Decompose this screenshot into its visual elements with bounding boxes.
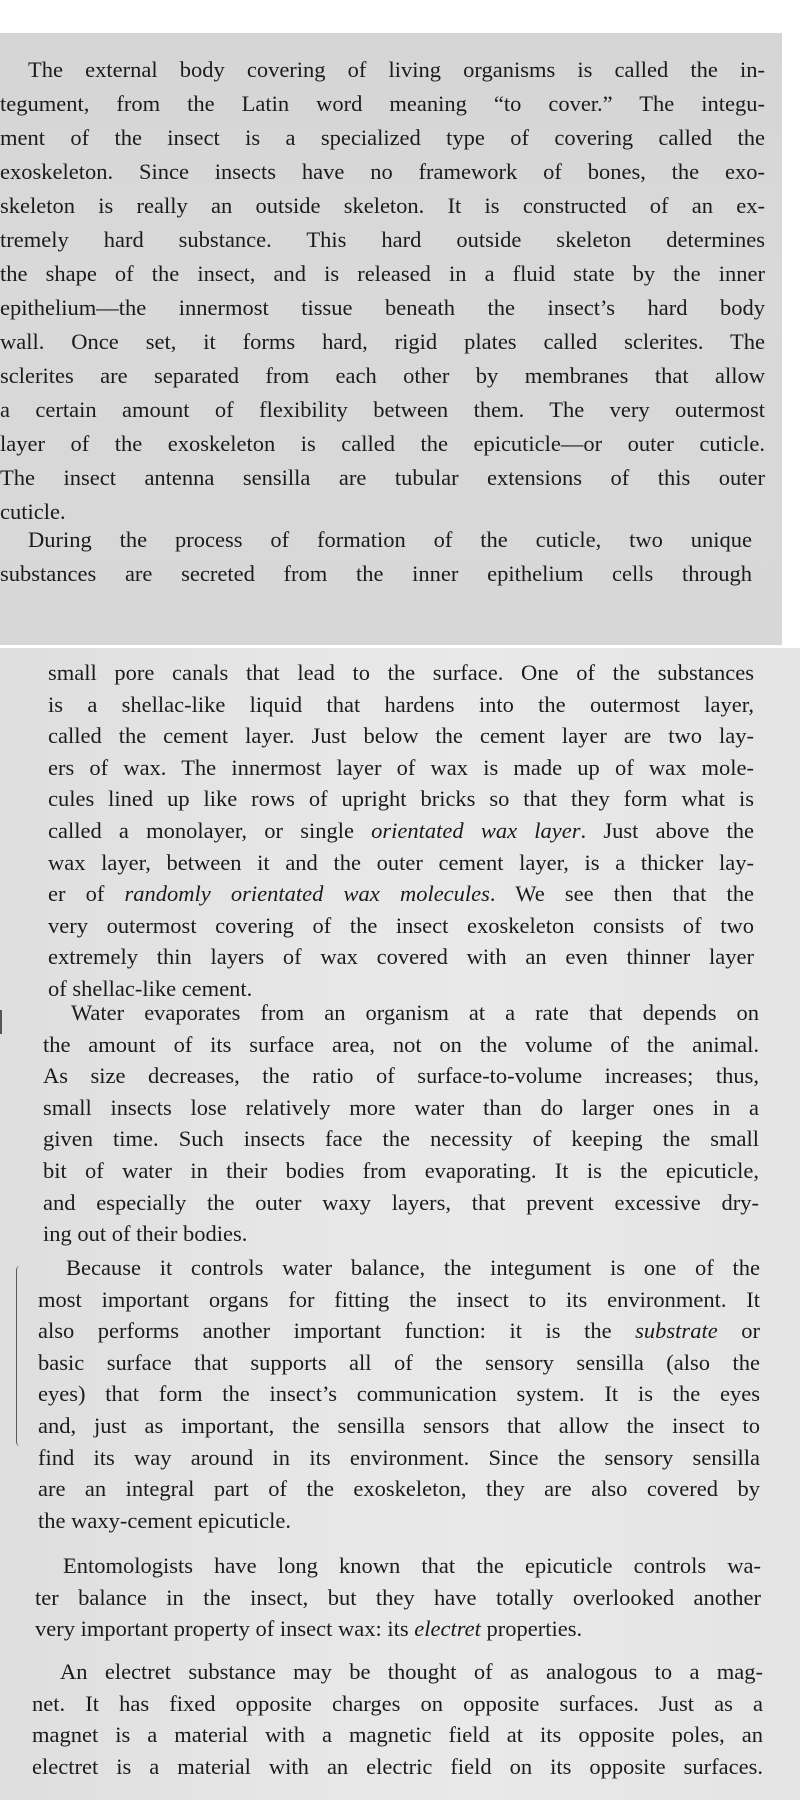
text-line: most important organs for fitting the insect to its environment. It [38, 1286, 760, 1312]
paragraph-cuticle-formation [0, 529, 752, 597]
paragraph-wax-layers [48, 662, 754, 1010]
text-line: Entomologists have long known that the epicuticle controls wa- [63, 1553, 761, 1578]
top-page-scan [0, 33, 782, 645]
text-run: also performs another important function: it is the [38, 1318, 636, 1344]
text-run: or [717, 1318, 760, 1344]
text-line: the waxy-cement epicuticle. [38, 1507, 292, 1533]
text-run: er of [48, 881, 125, 907]
text-line: layer of the exoskeleton is called the epicuticle—or outer cuticle. [0, 431, 765, 456]
text-line: and, just as important, the sensilla sensors that allow the insect to [38, 1412, 760, 1438]
text-run: . Just above the [580, 817, 754, 843]
text-line: small pore canals that lead to the surface. One of the substances [48, 660, 754, 685]
text-run: called a monolayer, or single [48, 817, 372, 843]
text-run: very important property of insect wax: its [35, 1616, 415, 1642]
text-line: An electret substance may be thought of as analogous to a mag- [60, 1659, 763, 1684]
text-line: and especially the outer waxy layers, that prevent excessive dry- [43, 1189, 759, 1215]
text-line: extremely thin layers of wax covered with an even thinner layer [48, 944, 754, 970]
text-line: sclerites are separated from each other by membranes that allow [0, 363, 765, 388]
text-line: the amount of its surface area, not on the volume of the animal. [43, 1031, 759, 1057]
text-line: wax layer, between it and the outer cement layer, is a thicker lay- [48, 849, 754, 875]
text-line: basic surface that supports all of the sensory sensilla (also the [38, 1349, 760, 1375]
text-line: bit of water in their bodies from evaporating. It is the epicuticle, [43, 1157, 759, 1183]
italic-term: orientated wax layer [371, 817, 581, 843]
text-line: tremely hard substance. This hard outside skeleton determines [0, 227, 765, 252]
text-line: substances are secreted from the inner epithelium cells through [0, 561, 752, 586]
text-line: exoskeleton. Since insects have no framework of bones, the exo- [0, 159, 765, 184]
text-line: ter balance in the insect, but they have totally overlooked another [35, 1584, 761, 1610]
text-run: properties. [480, 1616, 583, 1642]
text-line: Because it controls water balance, the integument is one of the [66, 1255, 760, 1280]
text-line: eyes) that form the insect’s communication system. It is the eyes [38, 1381, 760, 1407]
text-line [38, 1320, 760, 1344]
text-line: ment of the insect is a specialized type of covering called the [0, 125, 765, 150]
bottom-page-scan [0, 648, 800, 1800]
text-line: a certain amount of flexibility between them. The very outermost [0, 397, 765, 422]
italic-term: substrate [635, 1318, 718, 1344]
text-line: net. It has fixed opposite charges on opposite surfaces. Just as a [32, 1690, 763, 1716]
text-line: called the cement layer. Just below the cement layer are two lay- [48, 723, 754, 749]
paragraph-water-balance [38, 1257, 760, 1541]
margin-bracket-mark [16, 1266, 23, 1446]
text-line: As size decreases, the ratio of surface-to-volume increases; thus, [43, 1063, 759, 1089]
text-line: electret is a material with an electric field on its opposite surfaces. [32, 1753, 763, 1779]
text-line: ing out of their bodies. [43, 1221, 248, 1247]
text-line: wall. Once set, it forms hard, rigid plates called sclerites. The [0, 329, 765, 354]
text-line [48, 817, 754, 844]
paragraph-integument [0, 59, 765, 535]
text-line: cules lined up like rows of upright bricks so that they form what is [48, 786, 754, 812]
text-run: . We see then that the [489, 881, 754, 907]
italic-term: electret [414, 1616, 481, 1642]
text-line: The external body covering of living organisms is called the in- [28, 57, 765, 82]
text-line: skeleton is really an outside skeleton. It is constructed of an ex- [0, 193, 765, 218]
text-line: The insect antenna sensilla are tubular extensions of this outer [0, 465, 765, 490]
text-line: given time. Such insects face the necessity of keeping the small [43, 1126, 759, 1152]
text-line: magnet is a material with a magnetic field at its opposite poles, an [32, 1722, 763, 1748]
text-line: the shape of the insect, and is released in a fluid state by the inner [0, 261, 765, 286]
text-line: cuticle. [0, 499, 66, 524]
paragraph-water-evaporation [43, 1002, 759, 1255]
italic-term: randomly orientated wax molecules [124, 881, 490, 907]
text-line [35, 1618, 761, 1642]
paragraph-entomologists [35, 1555, 761, 1650]
text-line: find its way around in its environment. Since the sensory sensilla [38, 1444, 760, 1470]
margin-tick-mark [0, 1010, 2, 1034]
text-line: epithelium—the innermost tissue beneath the insect’s hard body [0, 295, 765, 320]
text-line [48, 883, 754, 907]
text-line: small insects lose relatively more water than do larger ones in a [43, 1094, 759, 1120]
text-line: Water evaporates from an organism at a rate that depends on [71, 1000, 759, 1025]
text-line: During the process of formation of the cuticle, two unique [28, 527, 752, 552]
text-line: of shellac-like cement. [48, 975, 253, 1001]
text-line: tegument, from the Latin word meaning “to cover.” The integu- [0, 91, 765, 116]
text-line: is a shellac-like liquid that hardens into the outermost layer, [48, 691, 754, 717]
text-line: ers of wax. The innermost layer of wax is made up of wax mole- [48, 754, 754, 780]
text-line: very outermost covering of the insect exoskeleton consists of two [48, 912, 754, 938]
text-line: are an integral part of the exoskeleton, they are also covered by [38, 1476, 760, 1502]
paragraph-electret [32, 1661, 763, 1787]
